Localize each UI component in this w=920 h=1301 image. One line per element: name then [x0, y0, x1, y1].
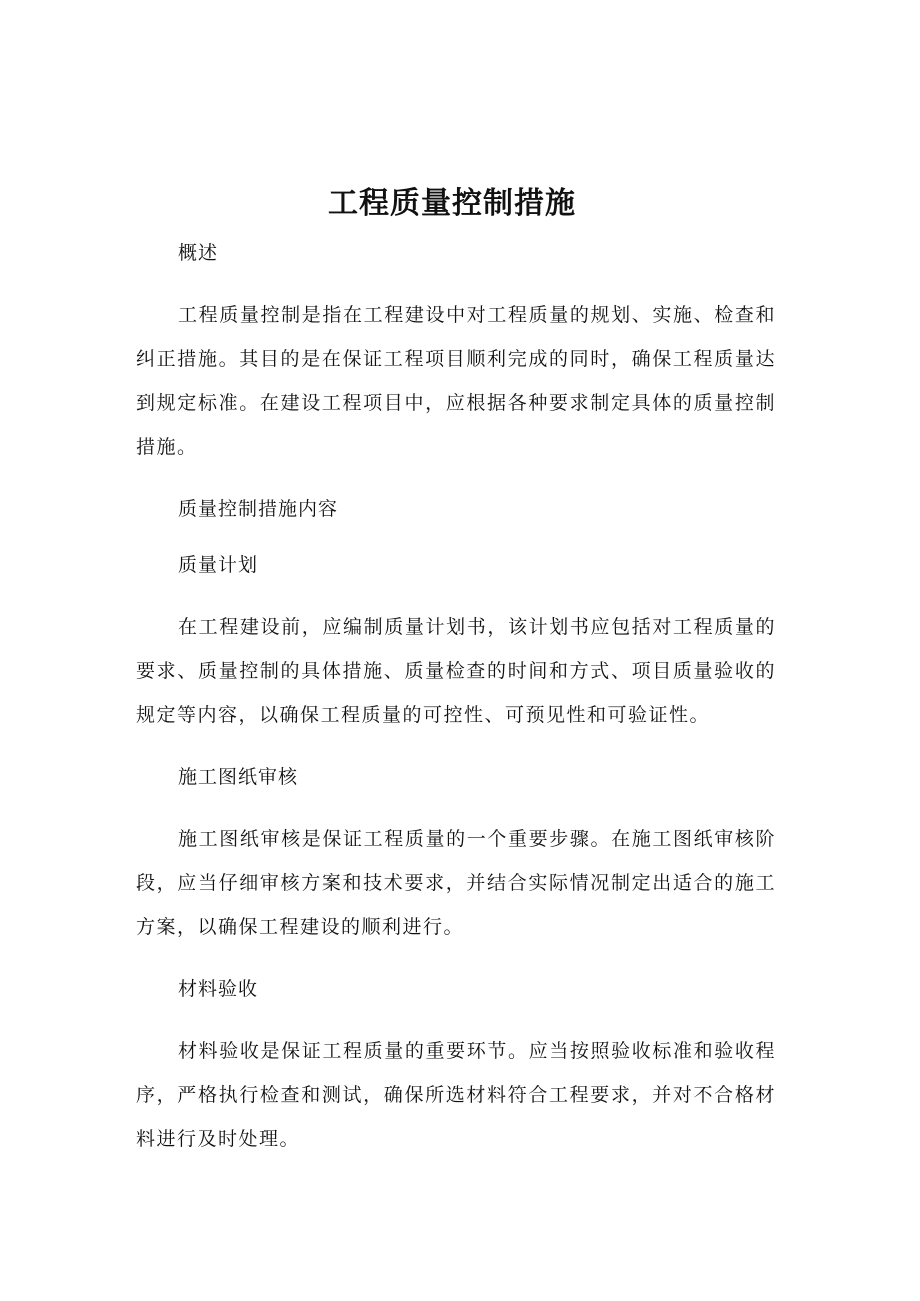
paragraph-overview: 工程质量控制是指在工程建设中对工程质量的规划、实施、检查和纠正措施。其目的是在保证工程项目顺利完成的同时，确保工程质量达到规定标准。在建设工程项目中，应根据各种要求制定具体的质量控制措施。 [136, 304, 776, 458]
paragraph-quality-plan: 在工程建设前，应编制质量计划书，该计划书应包括对工程质量的要求、质量控制的具体措施、质量检查的时间和方式、项目质量验收的规定等内容，以确保工程质量的可控性、可预见性和可验证性。 [136, 616, 776, 726]
section-heading-overview: 概述 [178, 242, 219, 264]
section-heading-quality-plan: 质量计划 [178, 554, 259, 576]
document-title: 工程质量控制措施 [328, 186, 576, 221]
section-heading-material-acceptance: 材料验收 [178, 978, 259, 1000]
section-heading-measures: 质量控制措施内容 [178, 498, 339, 520]
document-body [136, 237, 776, 1185]
section-heading-drawing-review: 施工图纸审核 [178, 766, 299, 788]
paragraph-drawing-review: 施工图纸审核是保证工程质量的一个重要步骤。在施工图纸审核阶段，应当仔细审核方案和技术要求，并结合实际情况制定出适合的施工方案，以确保工程建设的顺利进行。 [136, 828, 776, 938]
paragraph-material-acceptance: 材料验收是保证工程质量的重要环节。应当按照验收标准和验收程序，严格执行检查和测试，确保所选材料符合工程要求，并对不合格材料进行及时处理。 [136, 1040, 776, 1150]
